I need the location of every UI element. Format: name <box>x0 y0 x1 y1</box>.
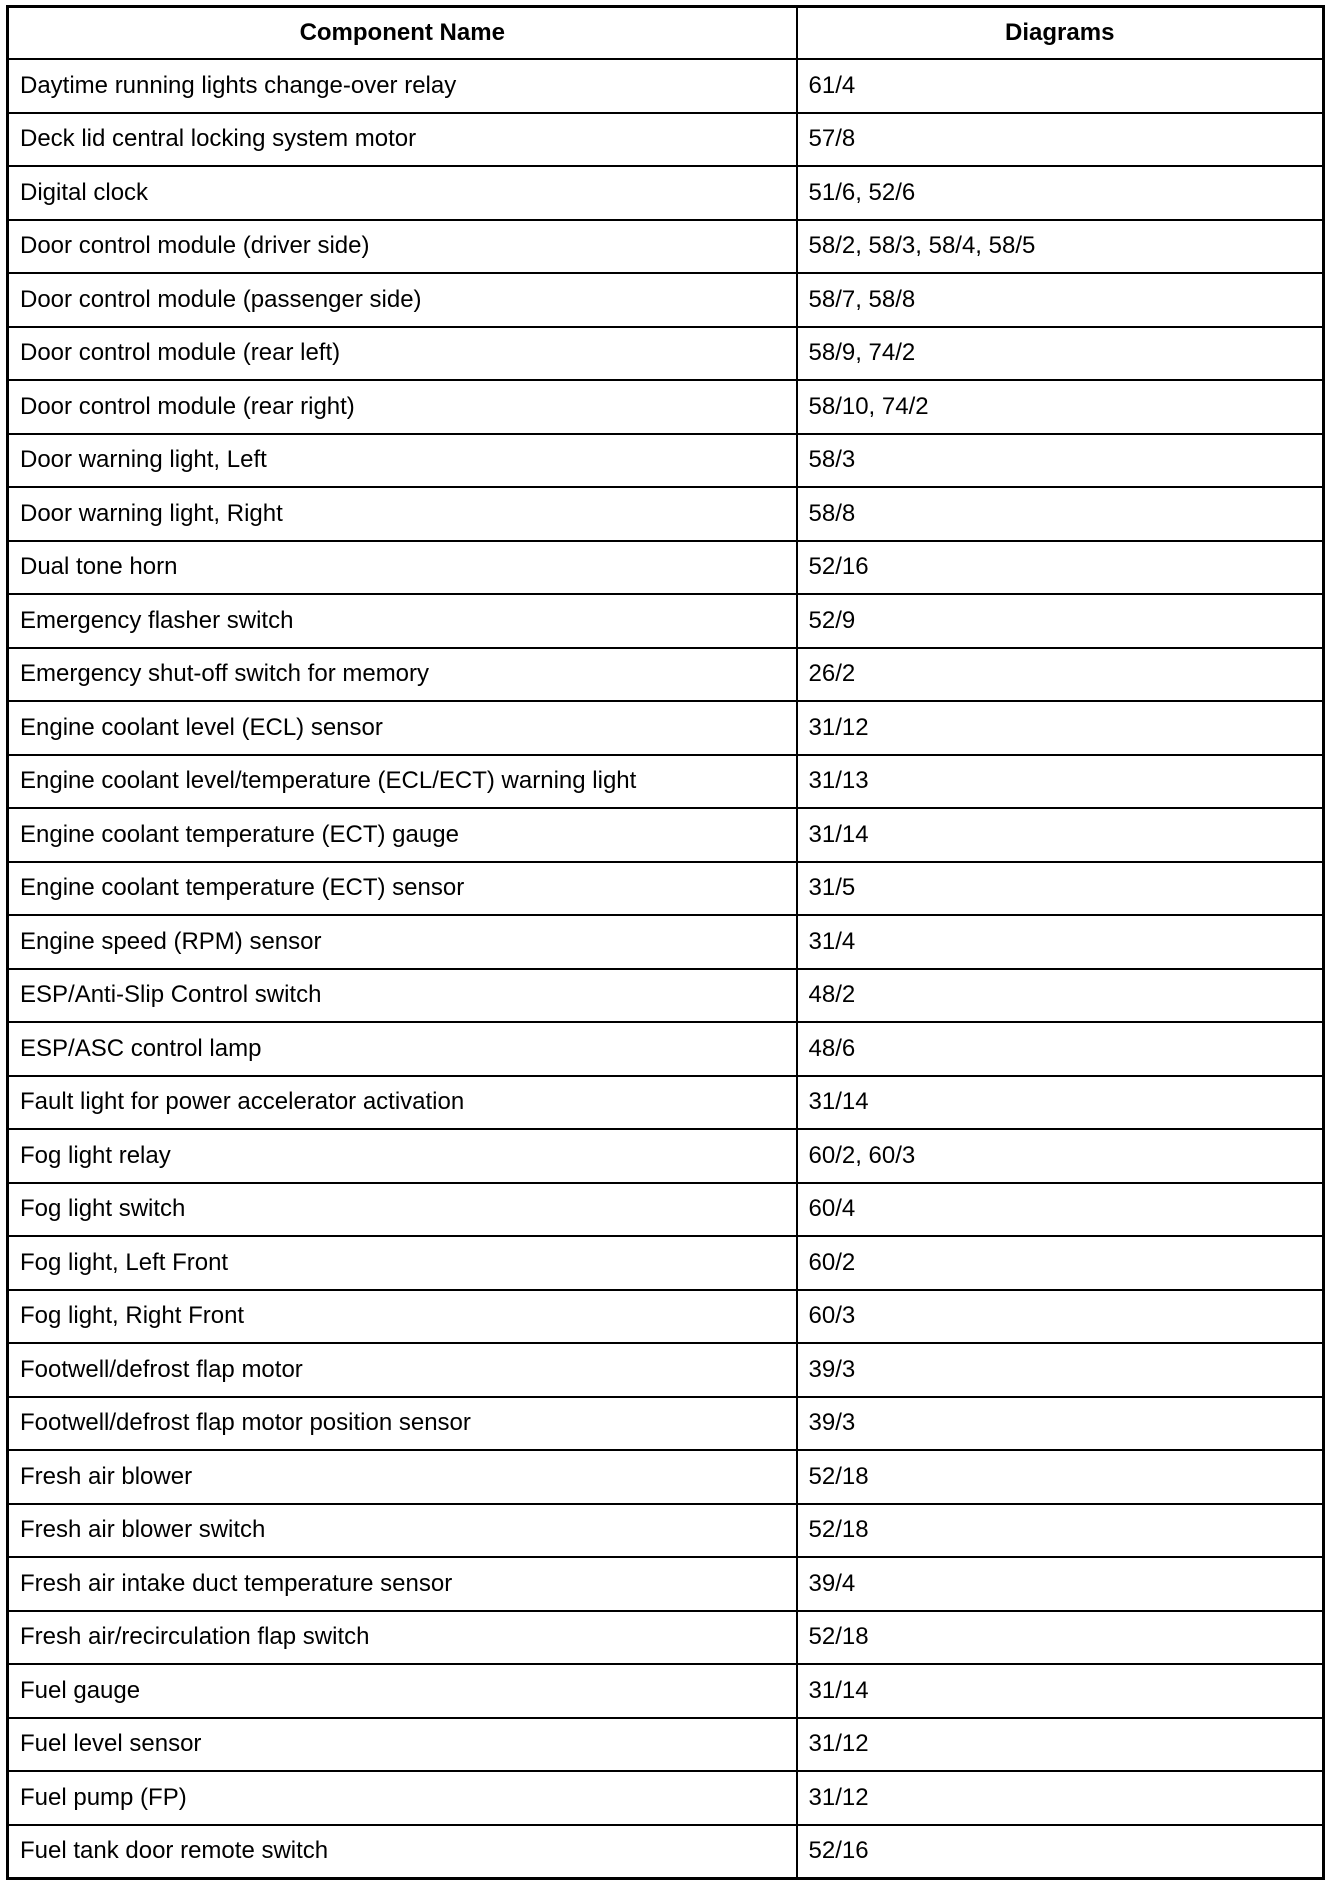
table-row <box>8 1236 1324 1290</box>
component-name-cell: Fuel pump (FP) <box>8 1771 797 1825</box>
component-name-cell: Emergency shut-off switch for memory <box>8 648 797 702</box>
diagrams-cell: 61/4 <box>797 59 1324 113</box>
table-row <box>8 166 1324 220</box>
component-name-cell: Emergency flasher switch <box>8 594 797 648</box>
table-row <box>8 1397 1324 1451</box>
table-row <box>8 1076 1324 1130</box>
component-name-cell: Door control module (rear left) <box>8 327 797 381</box>
diagrams-cell: 52/18 <box>797 1611 1324 1665</box>
header-component-name: Component Name <box>8 7 797 60</box>
component-name-cell: Door control module (rear right) <box>8 380 797 434</box>
diagrams-cell: 52/18 <box>797 1450 1324 1504</box>
table-row <box>8 648 1324 702</box>
component-name-cell: Footwell/defrost flap motor position sensor <box>8 1397 797 1451</box>
component-name-cell: Engine coolant level (ECL) sensor <box>8 701 797 755</box>
component-name-cell: Dual tone horn <box>8 541 797 595</box>
diagrams-cell: 60/2 <box>797 1236 1324 1290</box>
diagrams-cell: 60/3 <box>797 1290 1324 1344</box>
component-name-cell: Door warning light, Left <box>8 434 797 488</box>
table-row <box>8 1771 1324 1825</box>
table-row <box>8 808 1324 862</box>
diagrams-cell: 52/9 <box>797 594 1324 648</box>
table-row <box>8 434 1324 488</box>
component-name-cell: Door control module (passenger side) <box>8 273 797 327</box>
diagrams-cell: 58/3 <box>797 434 1324 488</box>
diagrams-cell: 52/16 <box>797 541 1324 595</box>
table-row <box>8 327 1324 381</box>
diagrams-cell: 31/14 <box>797 1076 1324 1130</box>
component-name-cell: Door warning light, Right <box>8 487 797 541</box>
component-name-cell: Fog light switch <box>8 1183 797 1237</box>
table-row <box>8 1183 1324 1237</box>
diagrams-cell: 31/12 <box>797 701 1324 755</box>
table-row <box>8 1504 1324 1558</box>
table-body <box>8 59 1324 1879</box>
table-row <box>8 220 1324 274</box>
component-name-cell: Door control module (driver side) <box>8 220 797 274</box>
diagrams-cell: 58/9, 74/2 <box>797 327 1324 381</box>
component-table-container <box>6 5 1322 1880</box>
table-row <box>8 1664 1324 1718</box>
component-name-cell: ESP/ASC control lamp <box>8 1022 797 1076</box>
diagrams-cell: 58/7, 58/8 <box>797 273 1324 327</box>
table-row <box>8 1290 1324 1344</box>
table-row <box>8 594 1324 648</box>
table-row <box>8 487 1324 541</box>
diagrams-cell: 48/6 <box>797 1022 1324 1076</box>
component-name-cell: Engine speed (RPM) sensor <box>8 915 797 969</box>
diagrams-cell: 31/4 <box>797 915 1324 969</box>
component-name-cell: Digital clock <box>8 166 797 220</box>
table-row <box>8 541 1324 595</box>
diagrams-cell: 52/18 <box>797 1504 1324 1558</box>
table-row <box>8 113 1324 167</box>
component-name-cell: Deck lid central locking system motor <box>8 113 797 167</box>
diagrams-cell: 31/5 <box>797 862 1324 916</box>
component-name-cell: Fog light relay <box>8 1129 797 1183</box>
table-row <box>8 273 1324 327</box>
diagrams-cell: 31/13 <box>797 755 1324 809</box>
component-name-cell: Daytime running lights change-over relay <box>8 59 797 113</box>
table-row <box>8 969 1324 1023</box>
component-name-cell: Fuel tank door remote switch <box>8 1825 797 1879</box>
diagrams-cell: 52/16 <box>797 1825 1324 1879</box>
diagrams-cell: 31/14 <box>797 808 1324 862</box>
component-name-cell: Fuel level sensor <box>8 1718 797 1772</box>
table-row <box>8 1557 1324 1611</box>
table-row <box>8 59 1324 113</box>
component-name-cell: Fuel gauge <box>8 1664 797 1718</box>
table-row <box>8 862 1324 916</box>
diagrams-cell: 58/10, 74/2 <box>797 380 1324 434</box>
component-name-cell: Engine coolant temperature (ECT) gauge <box>8 808 797 862</box>
header-diagrams: Diagrams <box>797 7 1324 60</box>
component-name-cell: Fresh air blower switch <box>8 1504 797 1558</box>
component-name-cell: Footwell/defrost flap motor <box>8 1343 797 1397</box>
component-name-cell: Fresh air/recirculation flap switch <box>8 1611 797 1665</box>
diagrams-cell: 58/2, 58/3, 58/4, 58/5 <box>797 220 1324 274</box>
diagrams-cell: 51/6, 52/6 <box>797 166 1324 220</box>
diagrams-cell: 31/12 <box>797 1771 1324 1825</box>
table-row <box>8 1611 1324 1665</box>
diagrams-cell: 58/8 <box>797 487 1324 541</box>
table-row <box>8 380 1324 434</box>
component-name-cell: Fault light for power accelerator activation <box>8 1076 797 1130</box>
table-row <box>8 1718 1324 1772</box>
diagrams-cell: 39/4 <box>797 1557 1324 1611</box>
component-name-cell: Fresh air intake duct temperature sensor <box>8 1557 797 1611</box>
diagrams-cell: 31/12 <box>797 1718 1324 1772</box>
table-header-row <box>8 7 1324 60</box>
component-name-cell: Fog light, Left Front <box>8 1236 797 1290</box>
table-row <box>8 1022 1324 1076</box>
table-row <box>8 1450 1324 1504</box>
table-row <box>8 1343 1324 1397</box>
component-name-cell: Engine coolant temperature (ECT) sensor <box>8 862 797 916</box>
diagrams-cell: 60/4 <box>797 1183 1324 1237</box>
table-row <box>8 915 1324 969</box>
component-name-cell: Fresh air blower <box>8 1450 797 1504</box>
component-name-cell: Fog light, Right Front <box>8 1290 797 1344</box>
table-row <box>8 701 1324 755</box>
component-name-cell: ESP/Anti-Slip Control switch <box>8 969 797 1023</box>
diagrams-cell: 39/3 <box>797 1397 1324 1451</box>
table-row <box>8 1129 1324 1183</box>
diagrams-cell: 48/2 <box>797 969 1324 1023</box>
diagrams-cell: 60/2, 60/3 <box>797 1129 1324 1183</box>
component-diagram-table <box>6 5 1325 1880</box>
diagrams-cell: 26/2 <box>797 648 1324 702</box>
component-name-cell: Engine coolant level/temperature (ECL/ECT) warning light <box>8 755 797 809</box>
diagrams-cell: 57/8 <box>797 113 1324 167</box>
diagrams-cell: 31/14 <box>797 1664 1324 1718</box>
table-row <box>8 755 1324 809</box>
table-row <box>8 1825 1324 1879</box>
diagrams-cell: 39/3 <box>797 1343 1324 1397</box>
